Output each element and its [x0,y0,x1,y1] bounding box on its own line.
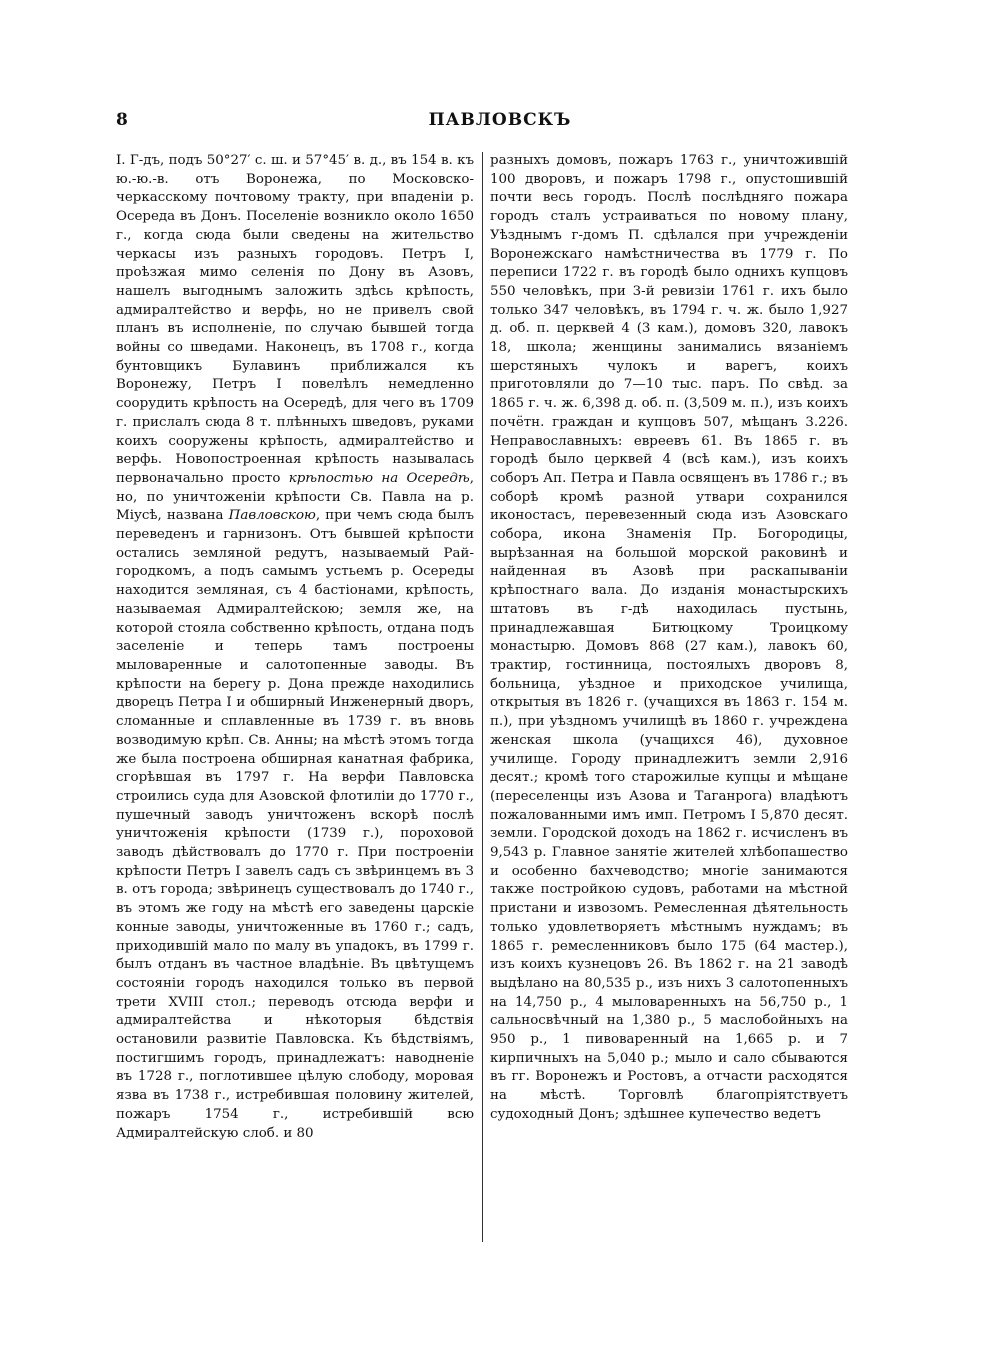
italic-term-osered: крѣпостью на Осередѣ [288,470,470,486]
left-text-part-1: I. Г-дъ, подъ 50°27′ с. ш. и 57°45′ в. д., въ 154 в. къ ю.-ю.-в. отъ Воронежа, по Московско-черкасскому почтовому тракту, при впаденіи р. Осереда въ Донъ. Поселеніе возникло около 1650 г., когда сюда были сведены на жительство черкасы изъ разныхъ городовъ. Петръ I, проѣзжая мимо селенія по Дону въ Азовъ, нашелъ выгоднымъ заложить здѣсь крѣпость, адмиралтейство и верфь, но не привелъ свой планъ въ исполненіе, по случаю бывшей тогда войны со шведами. Наконецъ, въ 1708 г., когда бунтовщикъ Булавинъ приближался къ Воронежу, Петръ I повелѣлъ немедленно соорудить крѣпость на Осередѣ, для чего въ 1709 г. прислалъ сюда 8 т. плѣнныхъ шведовъ, руками коихъ сооружены крѣпость, адмиралтейство и верфь. Новопостроенная крѣпость называлась первоначально просто [116,153,474,486]
right-column [490,152,848,1125]
italic-term-pavlovsk: Павловскою [228,508,316,524]
column-divider [482,152,483,1242]
left-column [116,152,474,1143]
left-column-text [116,152,474,1143]
left-text-part-2: , но, по уничтоженіи крѣпости Св. Павла на р. Міусѣ, названа [116,470,474,524]
running-head-title: ПАВЛОВСКЪ [428,110,572,130]
page-number: 8 [116,110,128,130]
left-text-part-3: , при чемъ сюда былъ переведенъ и гарнизонъ. Отъ бывшей крѣпости остались земляной редутъ, называемый Рай-городкомъ, а подъ самымъ устьемъ р. Осереды находится земляная, съ 4 бастіонами, крѣпость, называемая Адмиралтейскою; земля же, на которой стояла собственно крѣпость, отдана подъ заселеніе и теперь тамъ построены мыловаренные и салотопенные заводы. Въ крѣпости на берегу р. Дона прежде находились дворецъ Петра I и обширный Инженерный дворъ, сломанные и сплавленные въ 1739 г. въ вновь возводимую крѣп. Св. Анны; на мѣстѣ этомъ тогда же была построена обширная канатная фабрика, сгорѣвшая въ 1797 г. На верфи Павловска строились суда для Азовской флотиліи до 1770 г., пушечный заводъ уничтоженъ вскорѣ послѣ уничтоженія крѣпости (1739 г.), пороховой заводъ дѣйствовалъ до 1770 г. При построеніи крѣпости Петръ I завелъ садъ съ звѣринцемъ въ 3 в. отъ города; звѣринецъ существовалъ до 1740 г., въ этомъ же году на мѣстѣ его заведены царскіе конные заводы, уничтоженные въ 1760 г.; садъ, приходившій мало по малу въ упадокъ, въ 1799 г. былъ отданъ въ частное владѣніе. Въ цвѣтущемъ состояніи городъ находился только въ первой трети XVIII стол.; переводъ отсюда верфи и адмиралтейства и нѣкоторыя бѣдствія остановили развитіе Павловска. Къ бѣдствіямъ, постигшимъ городъ, принадлежатъ: наводненіе въ 1728 г., поглотившее цѣлую слободу, моровая язва въ 1738 г., истребившая половину жителей, пожаръ 1754 г., истребившій всю Адмиралтейскую слоб. и 80 [116,508,474,1141]
right-column-text: разныхъ домовъ, пожаръ 1763 г., уничтожившій 100 дворовъ, и пожаръ 1798 г., опустошившій почти весь городъ. Послѣ послѣдняго пожара городъ сталъ устраиваться по новому плану, Уѣзднымъ г-домъ П. сдѣлался при учрежденіи Воронежскаго намѣстничества въ 1779 г. По переписи 1722 г. въ городѣ было однихъ купцовъ 550 человѣкъ, при 3-й ревизіи 1761 г. ихъ было только 347 человѣкъ, въ 1794 г. ч. ж. было 1,927 д. об. п. церквей 4 (3 кам.), домовъ 320, лавокъ 18, школа; женщины занимались вязаніемъ шерстяныхъ чулокъ и варегъ, коихъ приготовляли до 7—10 тыс. паръ. По свѣд. за 1865 г. ч. ж. 6,398 д. об. п. (3,509 м. п.), изъ коихъ почётн. граждан и купцовъ 507, мѣщанъ 3.226. Неправославныхъ: евреевъ 61. Въ 1865 г. въ городѣ было церквей 4 (всѣ кам.), изъ коихъ соборъ Ап. Петра и Павла освященъ въ 1786 г.; въ соборѣ кромѣ разной утвари сохранился иконостасъ, перевезенный сюда изъ Азовскаго собора, икона Знаменія Пр. Богородицы, вырѣзанная на большой морской раковинѣ и найденная въ Азовѣ при раскапываніи крѣпостнаго вала. До изданія монастырскихъ штатовъ въ г-дѣ находилась пустынь, принадлежавшая Битюцкому Троицкому монастырю. Домовъ 868 (27 кам.), лавокъ 60, трактир, гостинница, постоялыхъ дворовъ 8, больница, уѣздное и приходское училища, открытыя въ 1826 г. (учащихся въ 1863 г. 154 м. п.), при уѣздномъ училищѣ въ 1860 г. учреждена женская школа (учащихся 46), духовное училище. Городу принадлежитъ земли 2,916 десят.; кромѣ того старожилые купцы и мѣщане (переселенцы изъ Азова и Таганрога) владѣютъ пожалованными имъ имп. Петромъ I 5,870 десят. земли. Городской доходъ на 1862 г. исчисленъ въ 9,543 р. Главное занятіе жителей хлѣбопашество и особенно бахчеводство; многіе занимаются также постройкою судовъ, работами на мѣстной пристани и извозомъ. Ремесленная дѣятельность только удовлетворяетъ мѣстнымъ нуждамъ; въ 1865 г. ремесленниковъ было 175 (64 мастер.), изъ коихъ кузнецовъ 26. Въ 1862 г. на 21 заводѣ выдѣлано на 80,535 р., изъ нихъ 3 салотопенныхъ на 14,750 р., 4 мыловаренныхъ на 56,750 р., 1 сальносвѣчный на 1,380 р., 5 маслобойныхъ на 950 р., 1 пивоваренный на 1,665 р. и 7 кирпичныхъ на 5,040 р.; мыло и сало сбываются въ гг. Воронежъ и Ростовъ, а отчасти расходятся на мѣстѣ. Торговлѣ благопріятствуетъ судоходный Донъ; здѣшнее купечество ведетъ [490,153,848,1122]
